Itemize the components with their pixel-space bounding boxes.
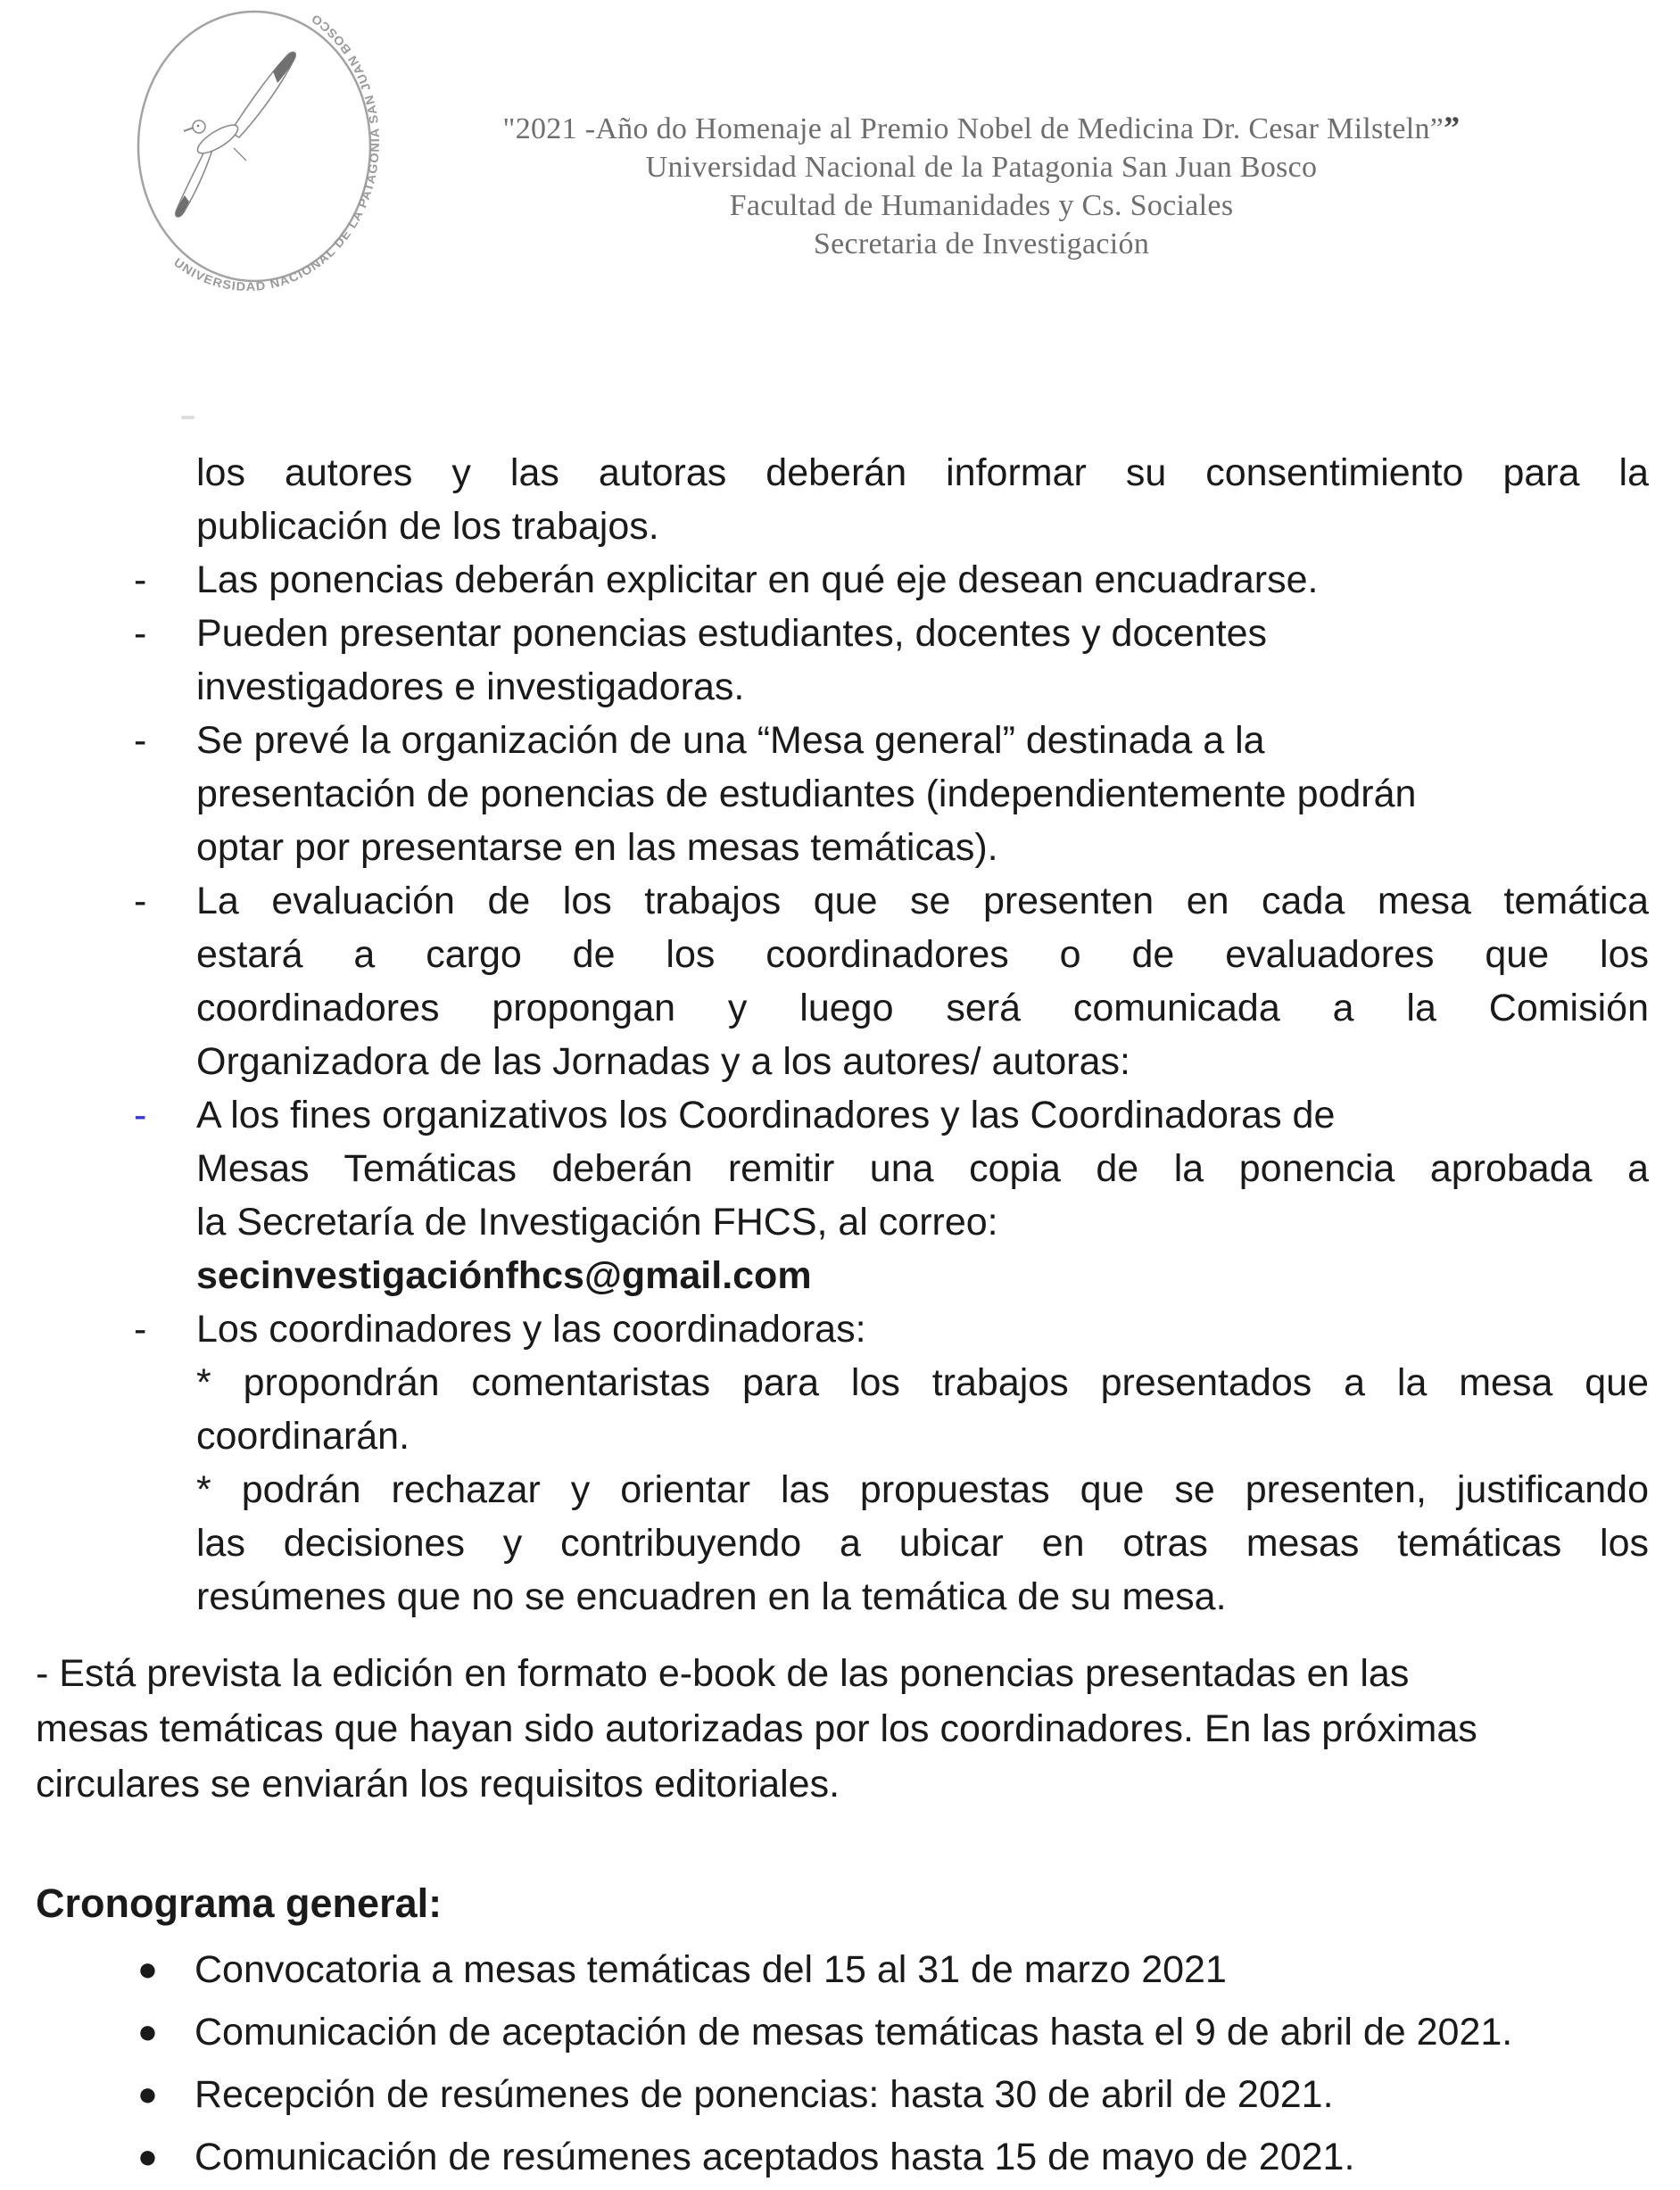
scan-artifact-mark [181, 416, 194, 419]
text-line: presentación de ponencias de estudiantes (independientemente podrán [196, 773, 1417, 815]
schedule-item-text: Comunicación de aceptación de mesas temáticas hasta el 9 de abril de 2021. [194, 2011, 1513, 2054]
text-line: Los coordinadores y las coordinadoras: [196, 1308, 866, 1351]
schedule-section [36, 1878, 1680, 2188]
header-quote-closing-mark: ” [1444, 110, 1461, 145]
text-line: A los fines organizativos los Coordinadores y las Coordinadoras de [196, 1094, 1336, 1136]
text-line: coordinadores propongan y luego será comunicada a la Comisión [196, 987, 1649, 1029]
list-item [134, 1088, 1680, 1302]
logo-ring-text: UNIVERSIDAD NACIONAL DE LA PATAGONIA SAN JUAN BOSCO [171, 12, 383, 294]
text-line: resúmenes que no se encuadren en la temática de su mesa. [196, 1575, 1227, 1618]
item-content [196, 714, 1649, 874]
closing-line: circulares se enviarán los requisitos editoriales. [36, 1763, 840, 1806]
text-line: coordinarán. [196, 1415, 410, 1458]
document-header [321, 109, 1642, 263]
bullet-dot-icon: ● [137, 2076, 158, 2113]
bullet-dot-icon: ● [137, 2138, 158, 2176]
text-line: Mesas Temáticas deberán remitir una copia de la ponencia aprobada a [196, 1147, 1649, 1190]
item-content [196, 446, 1649, 553]
text-line: * podrán rechazar y orientar las propuestas que se presenten, justificando [196, 1468, 1649, 1511]
bullet-marker: - [134, 880, 147, 922]
schedule-item [137, 2001, 1680, 2063]
text-line: Organizadora de las Jornadas y a los autores/ autoras: [196, 1040, 1130, 1083]
item-content [196, 874, 1649, 1088]
schedule-item-text: Comunicación de resúmenes aceptados hasta 15 de mayo de 2021. [194, 2136, 1355, 2178]
schedule-heading: Cronograma general: [36, 1880, 443, 1926]
item-content [196, 1302, 1649, 1624]
schedule-item-text: Recepción de resúmenes de ponencias: hasta 30 de abril de 2021. [194, 2073, 1334, 2116]
bullet-marker: - [134, 558, 147, 601]
item-content [196, 1088, 1649, 1302]
schedule-item [137, 2063, 1680, 2126]
text-line: optar por presentarse en las mesas temáticas). [196, 826, 998, 869]
text-line: las decisiones y contribuyendo a ubicar en otras mesas temáticas los [196, 1522, 1649, 1565]
header-quote-line [321, 109, 1642, 148]
list-item [134, 446, 1680, 553]
bullet-marker: - [134, 612, 147, 655]
bullet-marker [134, 446, 196, 553]
closing-line: mesas temáticas que hayan sido autorizadas por los coordinadores. En las próximas [36, 1707, 1477, 1750]
text-line: Pueden presentar ponencias estudiantes, docentes y docentes [196, 612, 1268, 655]
header-faculty-name: Facultad de Humanidades y Cs. Sociales [729, 189, 1234, 222]
schedule-item-text: Convocatoria a mesas temáticas del 15 al 31 de marzo 2021 [194, 1948, 1227, 1991]
document-body [0, 446, 1680, 2188]
text-line: * propondrán comentaristas para los trabajos presentados a la mesa que [196, 1361, 1649, 1404]
closing-line: - Está prevista la edición en formato e-book de las ponencias presentadas en las [36, 1652, 1410, 1695]
bullet-dot-icon: ● [137, 1951, 158, 1988]
schedule-item [137, 2126, 1680, 2188]
header-quote-text: "2021 -Año do Homenaje al Premio Nobel de Medicina Dr. Cesar Milsteln” [502, 112, 1444, 145]
text-line: los autores y las autoras deberán informar su consentimiento para la [196, 451, 1649, 494]
text-line: La evaluación de los trabajos que se presenten en cada mesa temática [196, 880, 1649, 922]
list-item [134, 874, 1680, 1088]
bullet-dot-icon: ● [137, 2013, 158, 2051]
bullet-marker: - [134, 1308, 147, 1351]
schedule-item [137, 1938, 1680, 2001]
schedule-list [36, 1938, 1680, 2188]
header-office-name: Secretaria de Investigación [813, 227, 1150, 260]
item-content [196, 607, 1649, 714]
list-item [134, 1302, 1680, 1624]
closing-paragraph [36, 1646, 1619, 1812]
list-item [134, 714, 1680, 874]
email-text: secinvestigaciónfhcs@gmail.com [196, 1254, 812, 1297]
text-line: investigadores e investigadoras. [196, 665, 745, 708]
item-content [196, 553, 1649, 607]
list-item [134, 607, 1680, 714]
bullet-list [134, 446, 1680, 1624]
bullet-marker: - [134, 719, 147, 762]
text-line: Se prevé la organización de una “Mesa general” destinada a la [196, 719, 1265, 762]
text-line: la Secretaría de Investigación FHCS, al correo: [196, 1201, 998, 1244]
bullet-marker-blue: - [134, 1094, 147, 1136]
text-line: publicación de los trabajos. [196, 505, 659, 548]
header-university-name: Universidad Nacional de la Patagonia San Juan Bosco [645, 151, 1318, 184]
list-item [134, 553, 1680, 607]
text-line: estará a cargo de los coordinadores o de evaluadores que los [196, 933, 1649, 976]
albatross-bird-icon [176, 53, 295, 218]
text-line: Las ponencias deberán explicitar en qué eje desean encuadrarse. [196, 558, 1319, 601]
